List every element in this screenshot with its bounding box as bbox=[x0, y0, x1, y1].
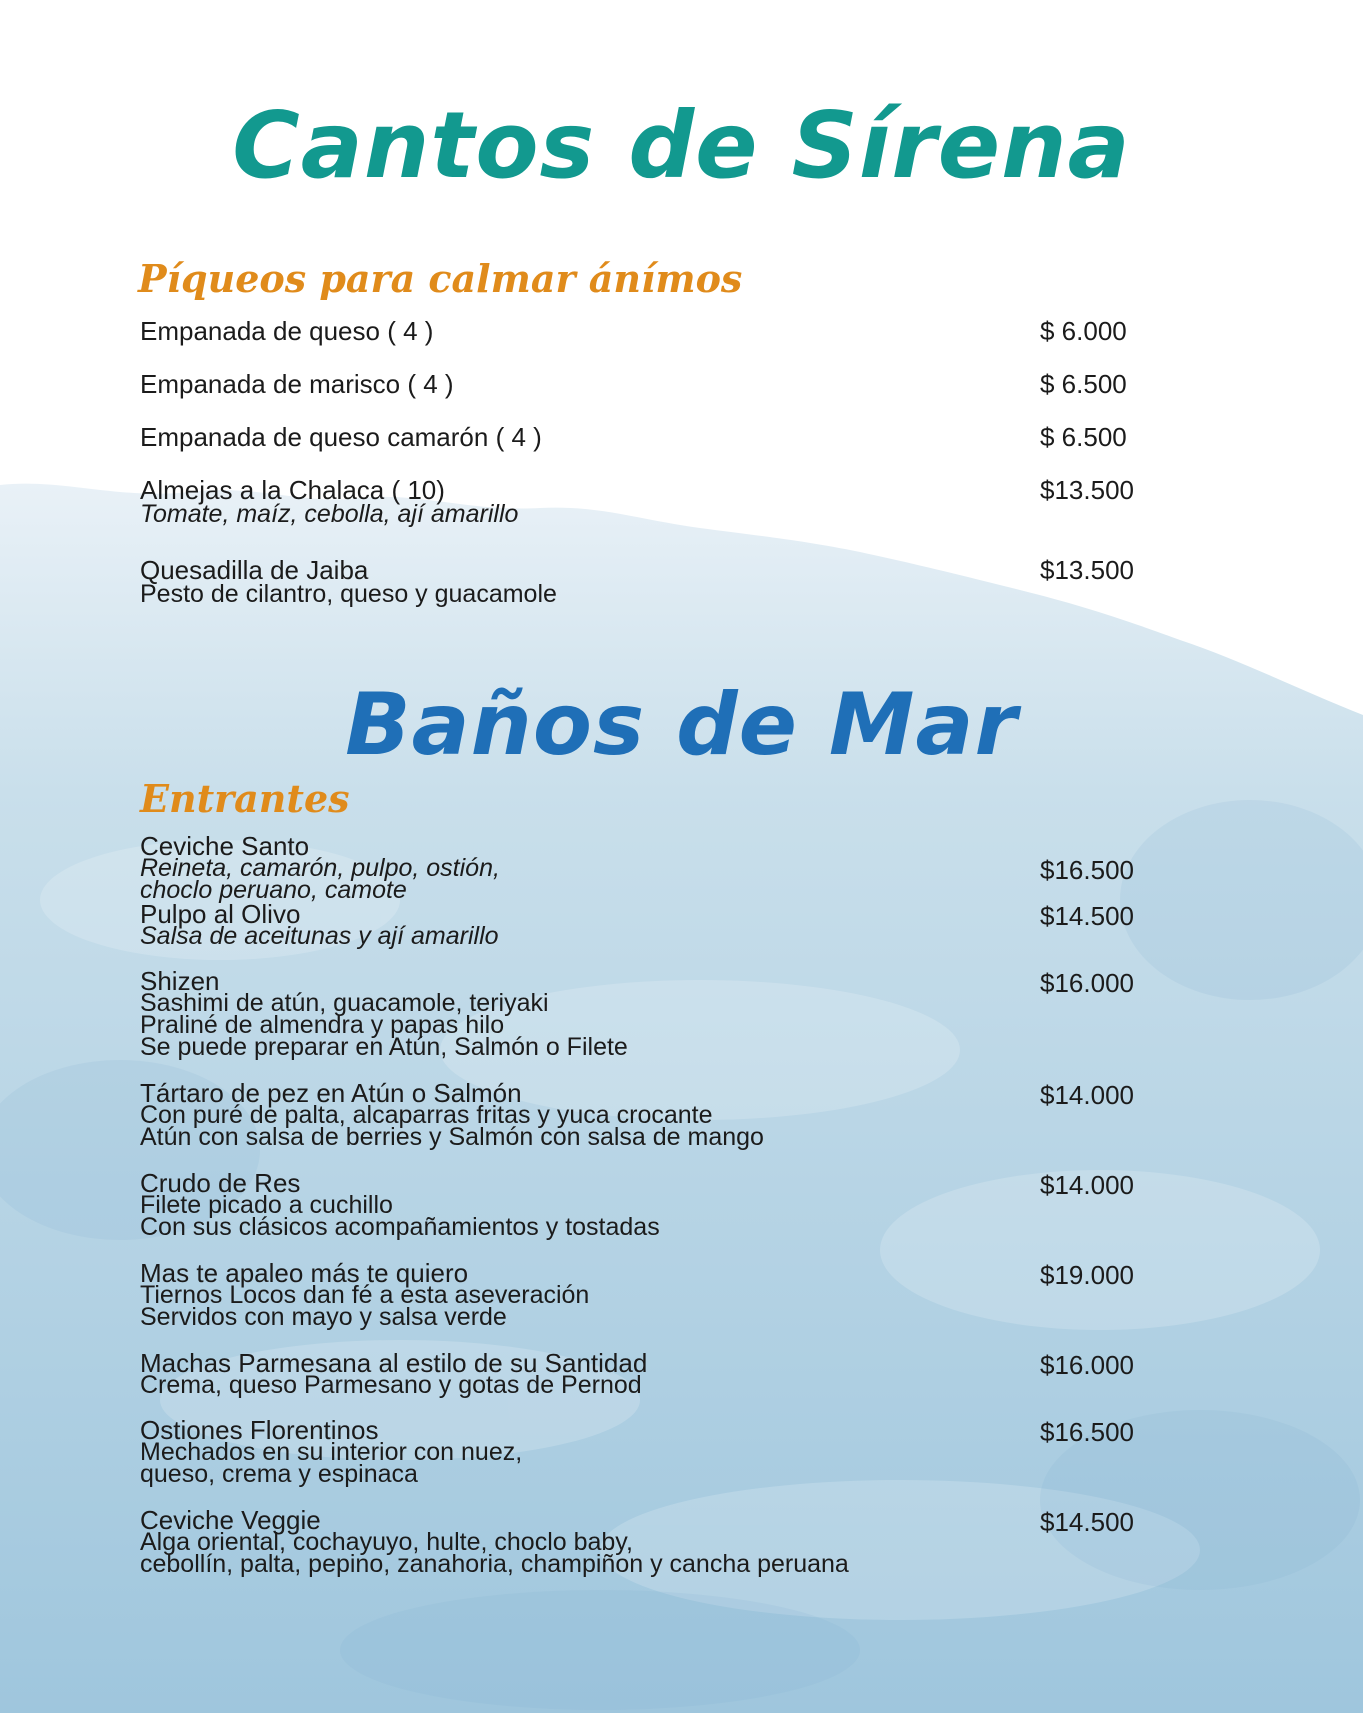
menu-item-description: Mechados en su interior con nuez, bbox=[140, 1438, 523, 1466]
menu-item-description: Praliné de almendra y papas hilo bbox=[140, 1011, 505, 1039]
menu-item-description: Con sus clásicos acompañamientos y tostadas bbox=[140, 1213, 660, 1241]
menu-item-name: Ostiones Florentinos bbox=[140, 1415, 379, 1445]
menu-item bbox=[140, 557, 1140, 606]
menu-item-price: $13.500 bbox=[1040, 475, 1134, 505]
menu-item bbox=[140, 1168, 1140, 1241]
menu-item-name: Pulpo al Olivo bbox=[140, 899, 301, 929]
menu-item-description: Salsa de aceitunas y ají amarillo bbox=[140, 922, 499, 950]
menu-item-description: Se puede preparar en Atún, Salmón o Filete bbox=[140, 1033, 628, 1061]
menu-item-name: Ceviche Santo bbox=[140, 831, 310, 861]
menu-item-price: $16.500 bbox=[1040, 1417, 1134, 1447]
menu-item-price: $14.500 bbox=[1040, 901, 1134, 931]
menu-item-price: $19.000 bbox=[1040, 1260, 1134, 1290]
menu-item bbox=[140, 1415, 1140, 1488]
menu-item-price: $14.000 bbox=[1040, 1170, 1134, 1200]
menu-item-description: Pesto de cilantro, queso y guacamole bbox=[140, 580, 557, 608]
menu-item bbox=[140, 477, 1140, 526]
menu-item-price: $13.500 bbox=[1040, 555, 1134, 585]
menu-item-name: Empanada de marisco ( 4 ) bbox=[140, 369, 454, 399]
menu-item-name: Crudo de Res bbox=[140, 1168, 301, 1198]
menu-item-description: Tomate, maíz, cebolla, ají amarillo bbox=[140, 500, 519, 528]
menu-item-description: choclo peruano, camote bbox=[140, 876, 407, 904]
menu-item-price: $16.000 bbox=[1040, 1350, 1134, 1380]
menu-item-price: $ 6.500 bbox=[1040, 369, 1127, 399]
menu-item bbox=[140, 831, 1140, 904]
menu-item-price: $ 6.000 bbox=[1040, 316, 1127, 346]
section-subtitle-piqueos: Píqueos para calmar ánímos bbox=[138, 256, 743, 301]
menu-item bbox=[140, 899, 1140, 950]
menu-item-price: $16.000 bbox=[1040, 968, 1134, 998]
menu-item bbox=[140, 1078, 1140, 1151]
menu-item-description: queso, crema y espinaca bbox=[140, 1460, 418, 1488]
menu-item bbox=[140, 371, 1140, 397]
menu-item-price: $ 6.500 bbox=[1040, 422, 1127, 452]
menu-item-name: Ceviche Veggie bbox=[140, 1505, 321, 1535]
menu-item-description: Servidos con mayo y salsa verde bbox=[140, 1303, 507, 1331]
menu-item-name: Tártaro de pez en Atún o Salmón bbox=[140, 1078, 522, 1108]
menu-item-description: Atún con salsa de berries y Salmón con salsa de mango bbox=[140, 1123, 764, 1151]
menu-item-description: Reineta, camarón, pulpo, ostión, bbox=[140, 854, 500, 882]
menu-item-name: Empanada de queso ( 4 ) bbox=[140, 316, 434, 346]
menu-item-description: Sashimi de atún, guacamole, teriyaki bbox=[140, 989, 549, 1017]
menu-item-description: Alga oriental, cochayuyo, hulte, choclo baby, bbox=[140, 1528, 633, 1556]
menu-item-description: Con puré de palta, alcaparras fritas y yuca crocante bbox=[140, 1101, 713, 1129]
menu-item bbox=[140, 1258, 1140, 1331]
menu-item-name: Empanada de queso camarón ( 4 ) bbox=[140, 422, 542, 452]
menu-item-name: Mas te apaleo más te quiero bbox=[140, 1258, 469, 1288]
menu-item bbox=[140, 424, 1140, 450]
menu-item-price: $14.500 bbox=[1040, 1507, 1134, 1537]
menu-item bbox=[140, 1348, 1140, 1399]
menu-item-name: Almejas a la Chalaca ( 10) bbox=[140, 475, 445, 505]
menu-item bbox=[140, 1505, 1140, 1578]
menu-item-description: Crema, queso Parmesano y gotas de Pernod bbox=[140, 1371, 642, 1399]
menu-item-price: $16.500 bbox=[1040, 855, 1134, 885]
menu-item-price: $14.000 bbox=[1040, 1080, 1134, 1110]
menu-item bbox=[140, 318, 1140, 344]
menu-item-description: Tiernos Locos dan fé a esta aseveración bbox=[140, 1281, 590, 1309]
menu-item-description: cebollín, palta, pepino, zanahoria, champiñon y cancha peruana bbox=[140, 1550, 849, 1578]
section-subtitle-entrantes: Entrantes bbox=[140, 776, 350, 821]
menu-item-name: Quesadilla de Jaiba bbox=[140, 555, 369, 585]
menu-item-description: Filete picado a cuchillo bbox=[140, 1191, 393, 1219]
menu-item bbox=[140, 966, 1140, 1061]
section-title-banos: Baños de Mar bbox=[345, 675, 1018, 775]
menu-item-name: Machas Parmesana al estilo de su Santidad bbox=[140, 1348, 648, 1378]
menu-item-name: Shizen bbox=[140, 966, 220, 996]
section-title-cantos: Cantos de Sírena bbox=[232, 92, 1131, 199]
